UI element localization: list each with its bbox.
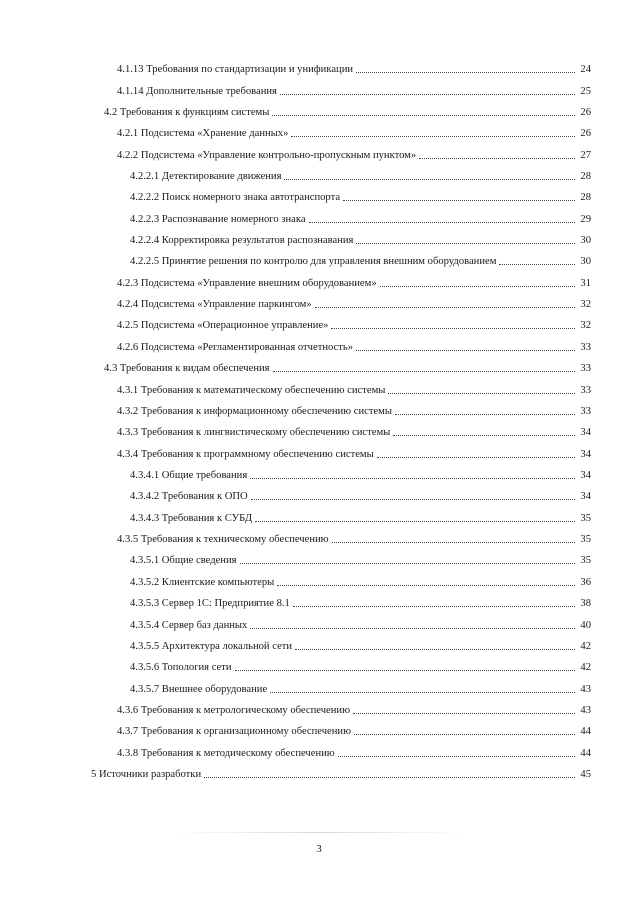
toc-entry[interactable] xyxy=(0,166,638,187)
toc-entry-page-number: 33 xyxy=(580,405,591,417)
toc-entry[interactable] xyxy=(0,59,638,80)
toc-entry-label xyxy=(117,128,577,139)
dot-leader xyxy=(332,542,575,543)
toc-entry[interactable] xyxy=(0,422,638,443)
toc-entry-page-number: 33 xyxy=(580,341,591,353)
toc-entry-label xyxy=(117,320,577,331)
toc-entry-label xyxy=(117,278,577,289)
toc-entry-title: 4.3.5.1 Общие сведения xyxy=(130,555,237,567)
toc-entry-page-number: 40 xyxy=(580,619,591,631)
toc-entry-page-number: 29 xyxy=(580,213,591,225)
toc-entry-label xyxy=(117,406,577,417)
toc-entry-label xyxy=(130,214,577,225)
toc-entry-page-number: 44 xyxy=(580,747,591,759)
toc-entry[interactable] xyxy=(0,294,638,315)
dot-leader xyxy=(356,243,575,244)
toc-entry-page-number: 34 xyxy=(580,470,591,481)
toc-entry-label xyxy=(117,150,577,161)
toc-entry-label xyxy=(117,299,577,310)
toc-entry-title: 4.2.1 Подсистема «Хранение данных» xyxy=(117,128,289,140)
toc-entry-title: 4.3.4.1 Общие требования xyxy=(130,470,248,481)
toc-entry[interactable] xyxy=(0,315,638,336)
toc-entry-title: 4.1.14 Дополнительные требования xyxy=(117,85,277,97)
toc-entry-page-number: 45 xyxy=(580,769,591,781)
dot-leader xyxy=(315,307,575,308)
toc-entry-page-number: 43 xyxy=(580,683,591,695)
toc-entry[interactable] xyxy=(0,379,638,400)
dot-leader xyxy=(235,670,575,671)
toc-entry-page-number: 27 xyxy=(580,149,591,161)
toc-entry[interactable] xyxy=(0,636,638,657)
toc-entry-page-number: 34 xyxy=(580,448,591,460)
dot-leader xyxy=(388,393,575,394)
toc-entry-label xyxy=(130,192,577,203)
dot-leader xyxy=(250,478,575,479)
toc-entry-title: 4.3.5.4 Сервер баз данных xyxy=(130,619,248,631)
page-number: 3 xyxy=(316,843,322,855)
toc-entry[interactable] xyxy=(0,700,638,721)
toc-entry-page-number: 31 xyxy=(580,277,591,289)
toc-entry-page-number: 44 xyxy=(580,726,591,738)
dot-leader xyxy=(273,371,575,372)
toc-entry-page-number: 42 xyxy=(580,640,591,652)
dot-leader xyxy=(204,777,575,778)
toc-entry[interactable] xyxy=(0,614,638,635)
toc-entry[interactable] xyxy=(0,123,638,144)
toc-entry-label xyxy=(130,555,577,566)
dot-leader xyxy=(356,72,575,73)
toc-entry-page-number: 32 xyxy=(580,320,591,332)
toc-entry-title: 4.3.2 Требования к информационному обеспечению системы xyxy=(117,405,392,417)
toc-entry-label xyxy=(117,342,577,353)
dot-leader xyxy=(284,179,575,180)
dot-leader xyxy=(343,200,575,201)
toc-entry-title: 4.3.5.6 Топология сети xyxy=(130,662,232,674)
toc-entry[interactable] xyxy=(0,251,638,272)
toc-entry-page-number: 36 xyxy=(580,576,591,588)
toc-entry-page-number: 35 xyxy=(580,555,591,567)
toc-entry-title: 4.2.2.2 Поиск номерного знака автотранспорта xyxy=(130,192,341,204)
toc-entry-title: 4.1.13 Требования по стандартизации и унификации xyxy=(117,64,354,76)
dot-leader xyxy=(277,585,575,586)
toc-entry-label xyxy=(130,256,577,267)
toc-entry-title: 4.2.2.1 Детектирование движения xyxy=(130,170,282,182)
toc-entry[interactable] xyxy=(0,486,638,507)
toc-entry[interactable] xyxy=(0,337,638,358)
toc-entry-page-number: 35 xyxy=(580,534,591,546)
toc-entry-page-number: 34 xyxy=(580,491,591,503)
toc-entry-label xyxy=(130,171,577,182)
toc-entry[interactable] xyxy=(0,743,638,764)
toc-entry-title: 4.3 Требования к видам обеспечения xyxy=(104,363,270,375)
dot-leader xyxy=(280,94,575,95)
toc-entry-label xyxy=(117,449,577,460)
toc-entry-page-number: 24 xyxy=(580,64,591,76)
toc-entry-label xyxy=(130,620,577,631)
toc-entry-label xyxy=(117,86,577,97)
toc-entry-label xyxy=(130,662,577,673)
toc-entry-title: 4.3.8 Требования к методическому обеспечению xyxy=(117,747,335,759)
toc-entry-label xyxy=(117,705,577,716)
toc-entry[interactable] xyxy=(0,273,638,294)
dot-leader xyxy=(255,521,575,522)
toc-entry-title: 4.3.3 Требования к лингвистическому обеспечению системы xyxy=(117,427,391,439)
toc-entry[interactable] xyxy=(0,593,638,614)
toc-entry-page-number: 33 xyxy=(580,363,591,375)
toc-entry[interactable] xyxy=(0,80,638,101)
toc-entry-title: 4.3.4.3 Требования к СУБД xyxy=(130,512,253,524)
toc-entry-title: 4.2.4 Подсистема «Управление паркингом» xyxy=(117,299,312,311)
dot-leader xyxy=(270,692,575,693)
toc-entry[interactable] xyxy=(0,187,638,208)
toc-entry-page-number: 30 xyxy=(580,235,591,247)
dot-leader xyxy=(295,649,575,650)
toc-entry[interactable] xyxy=(0,764,638,785)
dot-leader xyxy=(419,158,575,159)
dot-leader xyxy=(250,628,575,629)
dot-leader xyxy=(338,756,575,757)
footer-divider xyxy=(170,832,470,833)
toc-entry-title: 4.3.1 Требования к математическому обеспечению системы xyxy=(117,384,386,396)
toc-entry-title: 4.3.7 Требования к организационному обеспечению xyxy=(117,726,351,738)
toc-entry-title: 4.2.5 Подсистема «Операционное управление» xyxy=(117,320,329,332)
toc-entry-label xyxy=(91,769,577,780)
toc-entry-title: 4.3.5.7 Внешнее оборудование xyxy=(130,683,268,695)
toc-entry[interactable] xyxy=(0,529,638,550)
toc-entry-title: 4.2.3 Подсистема «Управление внешним оборудованием» xyxy=(117,277,377,289)
toc-entry[interactable] xyxy=(0,572,638,593)
toc-entry-page-number: 34 xyxy=(580,427,591,439)
toc-entry-label xyxy=(130,577,577,588)
toc-entry[interactable] xyxy=(0,657,638,678)
toc-entry[interactable] xyxy=(0,721,638,742)
toc-entry[interactable] xyxy=(0,465,638,486)
toc-entry-title: 4.2.2.3 Распознавание номерного знака xyxy=(130,213,306,225)
dot-leader xyxy=(309,222,575,223)
toc-entry-title: 4.3.5.2 Клиентские компьютеры xyxy=(130,576,275,588)
toc-entry-label xyxy=(117,427,577,438)
toc-entry-title: 4.3.5.5 Архитектура локальной сети xyxy=(130,640,293,652)
toc-entry-label xyxy=(130,598,577,609)
toc-entry-title: 4.2.6 Подсистема «Регламентированная отчетность» xyxy=(117,341,354,353)
dot-leader xyxy=(251,499,575,500)
toc-entry-label xyxy=(130,513,577,524)
toc-entry-title: 4.2.2 Подсистема «Управление контрольно-пропускным пунктом» xyxy=(117,149,417,161)
toc-entry-page-number: 38 xyxy=(580,598,591,610)
toc-entry-title: 5 Источники разработки xyxy=(91,769,202,781)
toc-entry-label xyxy=(117,748,577,759)
dot-leader xyxy=(393,435,575,436)
toc-entry-label xyxy=(130,470,577,481)
toc-entry[interactable] xyxy=(0,209,638,230)
toc-entry[interactable] xyxy=(0,550,638,571)
toc-entry-label xyxy=(130,235,577,246)
toc-entry-page-number: 43 xyxy=(580,704,591,716)
toc-entry-title: 4.2 Требования к функциям системы xyxy=(104,106,270,118)
toc-entry[interactable] xyxy=(0,102,638,123)
toc-entry-title: 4.3.5 Требования к техническому обеспечению xyxy=(117,534,329,546)
toc-entry-page-number: 30 xyxy=(580,256,591,268)
toc-entry-page-number: 32 xyxy=(580,299,591,311)
dot-leader xyxy=(354,734,575,735)
dot-leader xyxy=(499,264,575,265)
dot-leader xyxy=(240,563,575,564)
toc-entry[interactable] xyxy=(0,401,638,422)
toc-entry-label xyxy=(130,641,577,652)
toc-entry-page-number: 25 xyxy=(580,85,591,97)
toc-entry[interactable] xyxy=(0,144,638,165)
toc-entry-page-number: 33 xyxy=(580,384,591,396)
dot-leader xyxy=(377,457,575,458)
dot-leader xyxy=(291,136,575,137)
toc-entry[interactable] xyxy=(0,230,638,251)
toc-entry-page-number: 28 xyxy=(580,170,591,182)
toc-entry-page-number: 35 xyxy=(580,512,591,524)
toc-entry-page-number: 26 xyxy=(580,128,591,140)
toc-entry-title: 4.3.4.2 Требования к ОПО xyxy=(130,491,248,503)
dot-leader xyxy=(331,328,575,329)
toc-entry-label xyxy=(117,534,577,545)
table-of-contents xyxy=(0,59,638,785)
toc-entry-label xyxy=(117,726,577,737)
dot-leader xyxy=(395,414,575,415)
toc-entry-title: 4.2.2.4 Корректировка результатов распознавания xyxy=(130,235,354,247)
toc-entry-label xyxy=(117,64,577,75)
toc-entry[interactable] xyxy=(0,358,638,379)
toc-entry-page-number: 26 xyxy=(580,106,591,118)
dot-leader xyxy=(356,350,575,351)
toc-entry-title: 4.2.2.5 Принятие решения по контролю для управления внешним оборудованием xyxy=(130,256,497,268)
dot-leader xyxy=(293,606,575,607)
toc-entry-page-number: 42 xyxy=(580,662,591,674)
toc-entry-label xyxy=(117,385,577,396)
dot-leader xyxy=(272,115,575,116)
toc-entry-label xyxy=(104,363,577,374)
toc-entry-label xyxy=(130,491,577,502)
dot-leader xyxy=(353,713,575,714)
toc-entry-title: 4.3.6 Требования к метрологическому обеспечению xyxy=(117,704,350,716)
toc-entry-page-number: 28 xyxy=(580,192,591,204)
toc-entry[interactable] xyxy=(0,678,638,699)
toc-entry-label xyxy=(130,684,577,695)
toc-entry-label xyxy=(104,107,577,118)
toc-entry-title: 4.3.4 Требования к программному обеспечению системы xyxy=(117,448,374,460)
toc-entry[interactable] xyxy=(0,508,638,529)
dot-leader xyxy=(380,286,575,287)
toc-entry[interactable] xyxy=(0,443,638,464)
toc-entry-title: 4.3.5.3 Сервер 1С: Предприятие 8.1 xyxy=(130,598,290,610)
